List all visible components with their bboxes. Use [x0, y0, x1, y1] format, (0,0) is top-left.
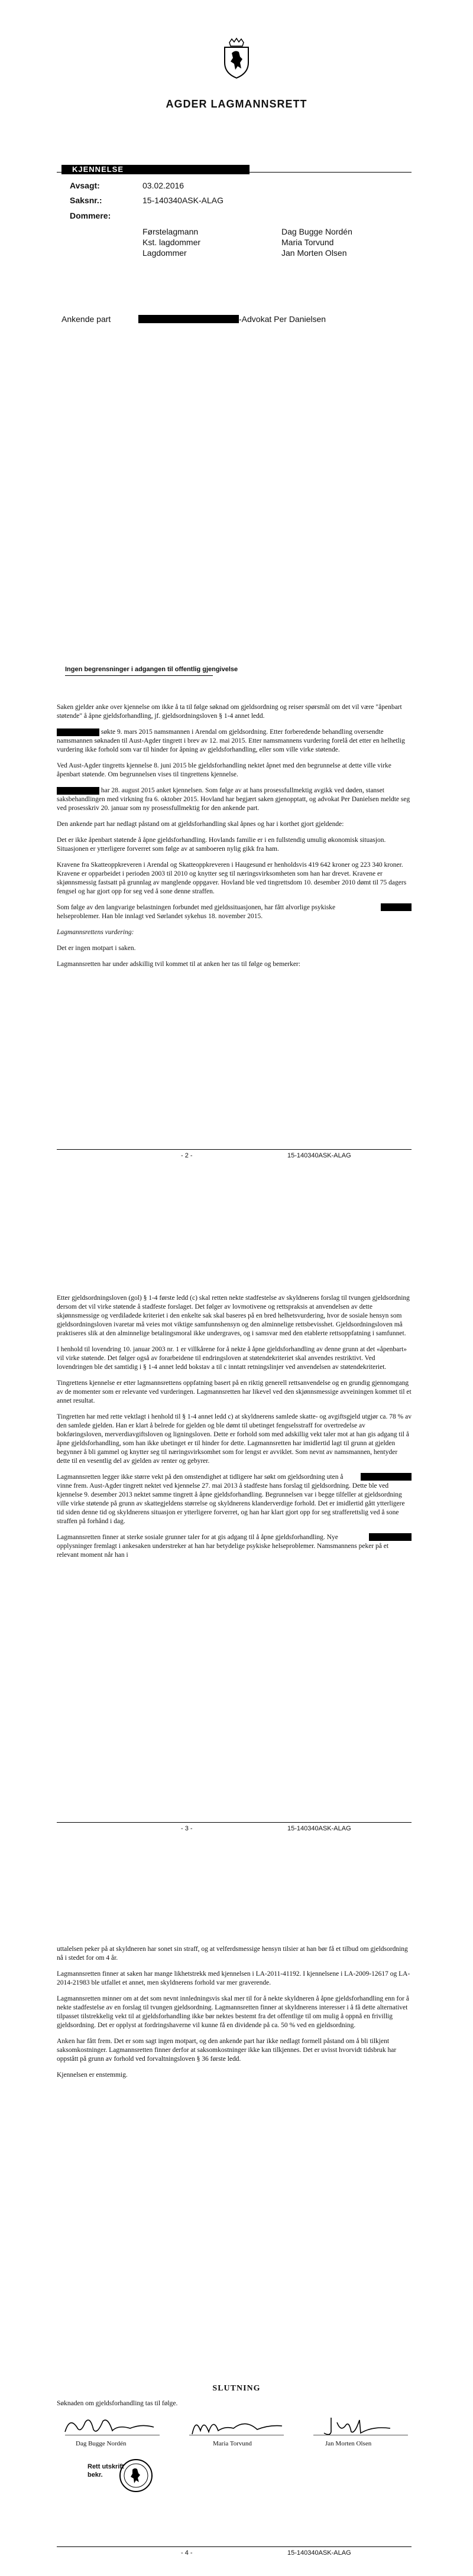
paragraph: Kjennelsen er enstemmig. — [57, 2071, 128, 2079]
judge-name: Maria Torvund — [281, 238, 334, 247]
page-3-text — [57, 1294, 412, 1567]
access-note-rule — [65, 675, 213, 676]
paragraph: Ved Aust-Agder tingretts kjennelse 8. juni 2015 ble gjeldsforhandling nektet åpnet med den begrunnelse at dette ville virke åpenbart støtende. Om begrunnelsen vises til tingrettens kjennelse. — [57, 762, 391, 778]
saksnr-value: 15-140340ASK-ALAG — [142, 196, 223, 205]
paragraph: Kravene fra Skatteoppkreveren i Arendal og Skatteoppkreveren i Haugesund er henholdsvis 419 642 kroner og 223 340 kroner. Kravene er opparbeidet i perioden 2003 til 2010 og knytter seg til næringsvirksomheten som han har drevet. Kravene er skjønnsmessig fastsatt på grunnlag av manglende oppgaver. Hovland ble ved tingrettsdom 10. desember 2010 dømt til 75 dagers fengsel og har gjort opp for seg ved å sone denne straffen. — [57, 861, 407, 895]
section-label: KJENNELSE — [61, 165, 250, 174]
paragraph: Tingrettens kjennelse er etter lagmannsrettens oppfatning basert på en riktig generell rettsanvendelse og en grundig gjennomgang av de momenter som er relevante ved vurderingen. Lagmannsretten har likevel ved den skjønnsmessige avveiningen kommet til et annet resultat. — [57, 1380, 412, 1404]
judge-names — [281, 226, 352, 258]
page-1 — [0, 0, 473, 644]
case-ref: 15-140340ASK-ALAG — [287, 1825, 351, 1832]
signer-name: Maria Torvund — [213, 2440, 252, 2447]
slutning-title: SLUTNING — [212, 2384, 261, 2393]
paragraph: Som følge av den langvarige belastningen forbundet med gjeldssituasjonen, har fått alvorlige psykiske helseproblemer. Han ble innlagt ved Sørlandet sykehus 18. november 2015. — [57, 903, 412, 921]
judge-name: Jan Morten Olsen — [281, 248, 347, 258]
page-number: - 2 - — [181, 1152, 193, 1159]
avsagt-value: 03.02.2016 — [142, 181, 184, 190]
case-ref: 15-140340ASK-ALAG — [287, 1152, 351, 1159]
court-stamp-icon — [118, 2458, 154, 2493]
judge-role: Lagdommer — [142, 248, 187, 258]
redaction-bar — [57, 728, 99, 736]
norwegian-lion-crest-icon — [220, 37, 253, 79]
advokat-name: -Advokat Per Danielsen — [239, 314, 326, 324]
footer-rule — [57, 1149, 412, 1150]
judge-role: Førstelagmann — [142, 227, 199, 236]
paragraph: Lagmannsretten har under adskillig tvil kommet til at anken her tas til følge og bemerker: — [57, 961, 300, 968]
signature-torvund — [186, 2414, 287, 2438]
slutning-text: Søknaden om gjeldsforhandling tas til følge. — [57, 2400, 178, 2407]
paragraph: Det er ikke åpenbart støtende å åpne gjeldsforhandling. Hovlands familie er i en fullstendig umulig økonomisk situasjon. Situasjonen er ytterligere forverret som følge av at samboeren nylig gikk fra ham. — [57, 837, 386, 853]
paragraph: Lagmannsretten finner at saken har mange likhetstrekk med kjennelsen i LA-2011-41192. I kjennelsene i LA-2009-12617 og LA-2014-21983 ble utfallet et annet, men skyldnerens forhold var mer graverende. — [57, 1970, 410, 1986]
paragraph: søkte 9. mars 2015 namsmannen i Arendal om gjeldsordning. Etter forberedende behandling oversendte namsmannen søknaden til Aust-Agder tingrett i brev av 12. mai 2015. Etter namsmannens vurdering forelå det etter en helhetlig vurdering ikke forhold som var til hinder for åpning av gjeldsforhandling, eller som ville virke støtende. — [57, 728, 405, 753]
case-ref: 15-140340ASK-ALAG — [287, 2549, 351, 2557]
redaction-bar — [381, 903, 412, 911]
avsagt-label: Avsagt: — [70, 181, 100, 190]
page-number: - 4 - — [181, 2549, 193, 2557]
footer-rule — [57, 1822, 412, 1823]
judge-role: Kst. lagdommer — [142, 238, 201, 247]
signer-name: Dag Bugge Nordén — [76, 2440, 127, 2447]
page-4-text — [57, 1945, 412, 2087]
dommere-label: Dommere: — [70, 211, 111, 220]
section-heading: Lagmannsrettens vurdering: — [57, 929, 134, 936]
signature-nordén — [59, 2414, 160, 2438]
signer-name: Jan Morten Olsen — [325, 2440, 372, 2447]
redaction-bar — [57, 787, 99, 795]
stamp-text: Rett utskrift bekr. — [88, 2463, 124, 2479]
judge-name: Dag Bugge Nordén — [281, 227, 352, 236]
redaction-bar — [361, 1473, 412, 1481]
paragraph: uttalelsen peker på at skyldneren har sonet sin straff, og at velferdsmessige hensyn tilsier at han bør få et tilbud om gjeldsordning nå i stedet for om 4 år. — [57, 1946, 408, 1962]
paragraph: Lagmannsretten legger ikke større vekt på den omstendighet at tidligere har søkt om gjeldsordning uten å vinne frem. Aust-Agder tingrett nektet ved kjennelse 27. mai 2013 å stadfeste hans forslag til gjeldsordning. Dette ble ved kjennelse 9. desember 2013 nektet samme tingrett å åpne gjeldsforhandling. Begrunnelsen var i begge tilfeller at gjeldsordning ville virke støtende på grunn av skattegjeldens størrelse og skyldnerens klanderverdige forhold. Det er imidlertid gått ytterligere tid siden denne tid og skyldnerens situasjon er ytterligere forverret, og han har klart gjort opp for seg strafferettslig ved å sone straffen på forhånd i dag. — [57, 1473, 412, 1526]
paragraph: I henhold til lovendring 10. januar 2003 nr. 1 er villkårene for å nekte å åpne gjeldsforhandling av denne grunn at det «åpenbart» vil virke støtende. Det følger også av forarbeidene til endringsloven at støtendekriteriet skal anvendes restriktivt. Ved lovendringen ble det samtidig i § 1-4 annet ledd bokstav a til c inntatt retningslinjer ved anvendelsen av støtendekriteriet. — [57, 1346, 407, 1371]
court-name: AGDER LAGMANNSRETT — [166, 98, 307, 110]
paragraph: Saken gjelder anke over kjennelse om ikke å ta til følge søknad om gjeldsordning og reiser spørsmål om det vil være "åpenbart støtende" å åpne gjeldsforhandling, jf. gjeldsordningsloven § 1-4 annet ledd. — [57, 704, 402, 720]
page-2-text — [57, 703, 412, 976]
footer-rule — [57, 2546, 412, 2547]
paragraph: Lagmannsretten minner om at det som nevnt innledningsvis skal mer til for å nekte skyldneren å åpne gjeldsforhandling enn for å nekte stadfestelse av en forslag til tvungen gjeldsordning. Lagmannsretten finner at skyldnerens interesser i å få dette alternativet tilpasset tilstrekkelig vekt til at gjeldsforhandling ikke bør nektes bestemt fra det offentlige til om mulig å oppnå en frivillig gjeldsordning. Det er opplyst at fordringshaverne vil kunne få en dividende på ca. 50 % ved en gjeldsordning. — [57, 1995, 409, 2029]
paragraph: Den ankende part har nedlagt påstand om at gjeldsforhandling skal åpnes og har i korthet gjort gjeldende: — [57, 821, 344, 828]
saksnr-label: Saksnr.: — [70, 196, 102, 205]
page-number: - 3 - — [181, 1825, 193, 1832]
redaction-bar — [138, 315, 239, 323]
access-note: Ingen begrensninger i adgangen til offentlig gjengivelse — [65, 666, 238, 673]
paragraph: Det er ingen motpart i saken. — [57, 945, 136, 952]
signature-olsen — [313, 2414, 414, 2438]
paragraph: har 28. august 2015 anket kjennelsen. Som følge av at hans prosessfullmektig avgikk ved døden, stanset saksbehandlingen med virkning fra 6. oktober 2015. Hovland har begjært saken gjenopptatt, og advokat Per Danielsen meldte seg ved prosesskriv 20. januar som ny prosessfullmektig for den ankende part. — [57, 787, 410, 812]
redaction-bar — [369, 1533, 412, 1541]
paragraph: Anken har fått frem. Det er som sagt ingen motpart, og den ankende part har ikke nedlagt formell påstand om å bli tilkjent saksomkostninger. Lagmannsretten finner derfor at saksomkostninger ikke kan tilkjennes. Det er uvisst hvorvidt tidsbruk har oppstått på grunn av forhold ved forvaltningsloven § 36 første ledd. — [57, 2038, 397, 2063]
paragraph: Tingretten har med rette vektlagt i henhold til § 1-4 annet ledd c) at skyldnerens samlede skatte- og avgiftsgjeld utgjør ca. 78 % av den samlede gjelden. Han er klart å belrede for gjelden og ble dømt til ubetinget fengselsstraff for overtredelse av bokføringsloven, merverdiavgiftsloven og ligningsloven. Dette er forhold som med adskillig vekt taler mot at han gis adgang til å åpne gjeldsforhandling, som han ikke ubetinget er til hinder for dette. Lagmannsretten har imidlertid lagt til grunn at gjelden begynner å bli gammel og knytter seg til næringsvirksomhet som for lengst er avviklet. Som nevnt av namsmannen, hentyder dette til en vesentlig del av gjelden av renter og gebyrer. — [57, 1413, 412, 1465]
paragraph: Lagmannsretten finner at sterke sosiale grunner taler for at gis adgang til å åpne gjeldsforhandling. Nye opplysninger fremlagt i ankesaken understreker at han har betydelige psykiske helseproblemer. Namsmannens peker på et relevant moment når han i — [57, 1533, 412, 1560]
ankende-label: Ankende part — [61, 314, 111, 324]
paragraph: Etter gjeldsordningsloven (gol) § 1-4 første ledd (c) skal retten nekte stadfestelse av skyldnerens forslag til tvungen gjeldsordning dersom det vil virke støtende å stadfeste forslaget. Det følger av lovmotivene og rettspraksis at anvendelsen av dette skjønnsmessige og verdiladede kriteriet i den enkelte sak skal baseres på en bred helhetsvurdering, hvor de sosiale hensyn som gjeldsordningsloven ivaretar må veies mot viktige samfunnshensyn og den alminnelige rettsbevisshet. Gjeldsordningsloven må praktiseres slik at den alminnelige betalingsmoral ikke undergraves, og i samsvar med den etablerte rettsoppfatning i samfunnet. — [57, 1294, 410, 1337]
judge-roles — [142, 226, 200, 258]
